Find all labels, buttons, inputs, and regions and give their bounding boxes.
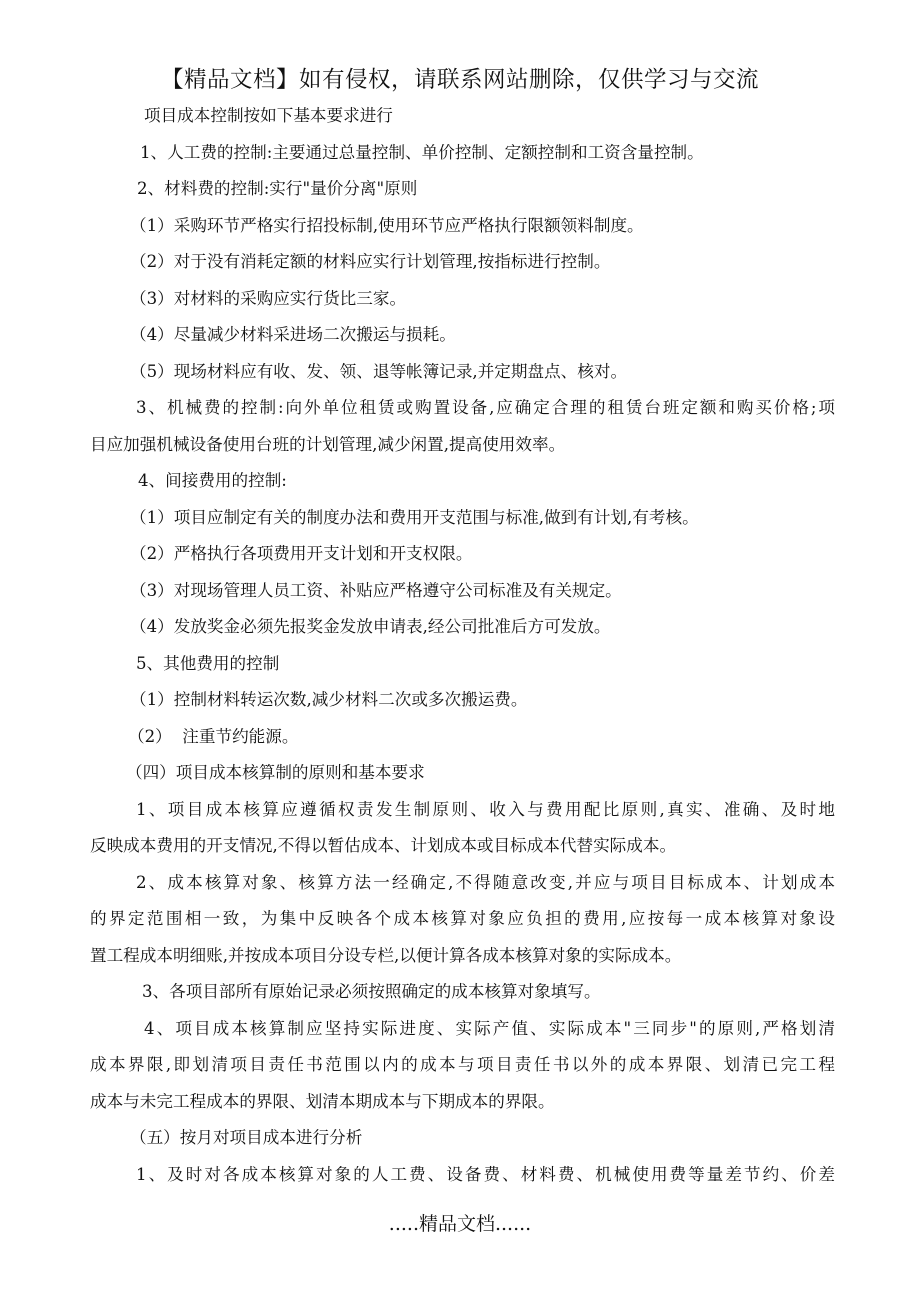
- paragraph-line: （1）项目应制定有关的制度办法和费用开支范围与标准,做到有计划,有考核。: [130, 507, 699, 527]
- paragraph-line: （1）控制材料转运次数,减少材料二次或多次搬运费。: [130, 690, 528, 709]
- paragraph-line: 2、成本核算对象、核算方法一经确定,不得随意改变,并应与项目目标成本、计划成本: [136, 872, 835, 892]
- paragraph-line: （2） 注重节约能源。: [128, 726, 299, 746]
- paragraph-line: 4、项目成本核算制应坚持实际进度、实际产值、实际成本"三同步"的原则,严格划清: [144, 1018, 835, 1038]
- paragraph-line: 1、项目成本核算应遵循权责发生制原则、收入与费用配比原则,真实、准确、及时地: [136, 799, 835, 819]
- paragraph-line: 的界定范围相一致，为集中反映各个成本核算对象应负担的费用,应按每一成本核算对象设: [90, 909, 835, 928]
- document-header: 【精品文档】如有侵权，请联系网站删除，仅供学习与交流: [160, 67, 759, 93]
- section-heading: （四）项目成本核算制的原则和基本要求: [126, 763, 425, 782]
- paragraph-line: （1）采购环节严格实行招投标制,使用环节应严格执行限额领料制度。: [130, 215, 644, 235]
- paragraph-line: （3）对现场管理人员工资、补贴应严格遵守公司标准及有关规定。: [130, 580, 622, 600]
- paragraph-line: 5、其他费用的控制: [136, 653, 280, 673]
- document-footer: .....精品文档......: [388, 1213, 532, 1235]
- paragraph-line: 3、机械费的控制:向外单位租赁或购置设备,应确定合理的租赁台班定额和购买价格;项: [136, 398, 835, 417]
- section-heading: （五）按月对项目成本进行分析: [130, 1128, 363, 1147]
- paragraph-line: 1、人工费的控制:主要通过总量控制、单价控制、定额控制和工资含量控制。: [140, 142, 704, 162]
- paragraph-line: 1、及时对各成本核算对象的人工费、设备费、材料费、机械使用费等量差节约、价差: [136, 1164, 835, 1184]
- paragraph-line: 3、各项目部所有原始记录必须按照确定的成本核算对象填写。: [142, 982, 601, 1001]
- paragraph-line: 成本与未完工程成本的界限、划清本期成本与下期成本的界限。: [90, 1091, 555, 1111]
- paragraph-line: 2、材料费的控制:实行"量价分离"原则: [137, 179, 418, 198]
- paragraph-line: （2）严格执行各项费用开支计划和开支权限。: [130, 544, 473, 563]
- paragraph-line: （2）对于没有消耗定额的材料应实行计划管理,按指标进行控制。: [130, 252, 611, 271]
- paragraph-line: 成本界限,即划清项目责任书范围以内的成本与项目责任书以外的成本界限、划清已完工程: [90, 1055, 835, 1074]
- paragraph-line: 4、间接费用的控制:: [138, 471, 287, 490]
- paragraph-line: 反映成本费用的开支情况,不得以暂估成本、计划成本或目标成本代替实际成本。: [90, 836, 677, 855]
- paragraph-line: 项目成本控制按如下基本要求进行: [144, 106, 393, 125]
- paragraph-line: （5）现场材料应有收、发、领、退等帐簿记录,并定期盘点、核对。: [130, 361, 628, 381]
- document-body: [90, 98, 835, 1193]
- paragraph-line: （3）对材料的采购应实行货比三家。: [130, 288, 407, 308]
- paragraph-line: （4）发放奖金必须先报奖金发放申请表,经公司批准后方可发放。: [130, 617, 611, 636]
- paragraph-line: 目应加强机械设备使用台班的计划管理,减少闲置,提高使用效率。: [90, 434, 566, 454]
- paragraph-line: （4）尽量减少材料采进场二次搬运与损耗。: [130, 325, 456, 344]
- paragraph-line: 置工程成本明细账,并按成本项目分设专栏,以便计算各成本核算对象的实际成本。: [90, 945, 682, 965]
